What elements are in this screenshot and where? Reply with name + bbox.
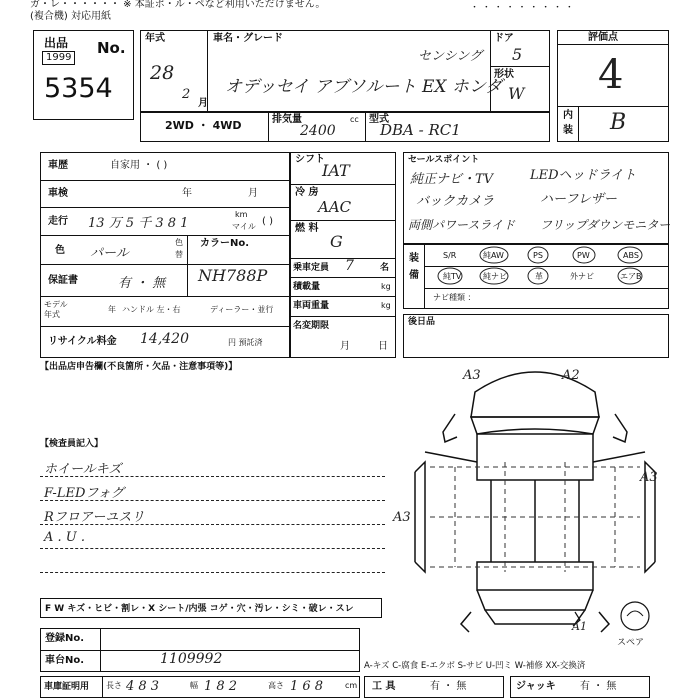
equip-tv: 純TV bbox=[443, 272, 462, 281]
mileage-unit-km: km bbox=[235, 210, 248, 219]
ac-value: AAC bbox=[318, 198, 352, 216]
selling-point-4: ハーフレザー bbox=[540, 192, 617, 207]
inspection-label: 車検 bbox=[48, 188, 68, 199]
ac-label: 冷 房 bbox=[295, 187, 319, 198]
mark-a3-front-left: A3 bbox=[463, 368, 481, 383]
month-suffix: 月 bbox=[198, 98, 208, 109]
grade-value: センシング bbox=[418, 49, 483, 64]
no-label: No. bbox=[97, 39, 126, 57]
score-value: 4 bbox=[598, 52, 624, 98]
fw-row-text: F W キズ・ヒビ・割レ・X シート/内張 コゲ・穴・汚レ・シミ・破レ・スレ bbox=[45, 604, 354, 614]
displacement-unit: cc bbox=[350, 115, 359, 124]
header-code: ・ ・ ・ ・ ・ ・ ・ ・ ・ bbox=[470, 3, 574, 13]
length-value: 4 8 3 bbox=[126, 679, 160, 694]
displacement-value: 2400 bbox=[300, 123, 336, 139]
exhibitor-notes-label: 【出品店申告欄(不良箇所・欠品・注意事項等)】 bbox=[40, 362, 238, 372]
shift-value: IAT bbox=[322, 161, 350, 180]
warranty-label: 保証書 bbox=[48, 275, 78, 286]
capacity-value: 7 bbox=[345, 258, 354, 274]
recycle-value: 14,420 bbox=[140, 331, 189, 347]
car-name: オデッセイ アブソルート EX ホンダ bbox=[225, 77, 503, 97]
equip-ext-navi: 外ナビ bbox=[570, 272, 594, 281]
inspector-label: 【検査員記入】 bbox=[40, 439, 104, 449]
drive-options: 2WD ・ 4WD bbox=[165, 119, 242, 132]
width-value: 1 8 2 bbox=[204, 679, 238, 694]
colorno-label: カラーNo. bbox=[200, 238, 250, 249]
model-year-label-2: 年式 bbox=[44, 310, 60, 319]
year-label: 年式 bbox=[145, 33, 165, 44]
year-value: 28 bbox=[150, 62, 175, 84]
tools-value: 有 ・ 無 bbox=[430, 681, 467, 692]
fuel-label: 燃 料 bbox=[295, 223, 319, 234]
selling-points-label: セールスポイント bbox=[408, 155, 480, 165]
color-label: 色 bbox=[55, 245, 65, 256]
colorno-value: NH788P bbox=[198, 266, 268, 285]
weight-unit: kg bbox=[381, 301, 391, 310]
type-label: 型式 bbox=[369, 114, 389, 125]
tools-label: 工 具 bbox=[372, 681, 396, 692]
equipment-circles bbox=[424, 244, 669, 294]
jack-label: ジャッキ bbox=[516, 681, 556, 692]
fuel-value: G bbox=[330, 232, 343, 251]
header-subtitle: (複合機) 対応用紙 bbox=[30, 11, 111, 22]
dimensions-label: 車庫証明用 bbox=[44, 682, 90, 692]
car-damage-diagram bbox=[395, 362, 685, 652]
registration-label: 登録No. bbox=[45, 633, 85, 644]
height-value: 1 6 8 bbox=[290, 679, 324, 694]
load-unit: kg bbox=[381, 282, 391, 291]
equip-aw: 純AW bbox=[483, 251, 504, 260]
header-notice: ガ・レ・・・・・・ ※ 本証ボ・ル・ペなど利用いただけません。 bbox=[30, 0, 326, 10]
selling-point-5: 両側パワースライド bbox=[408, 218, 516, 232]
selling-point-2: LEDヘッドライト bbox=[530, 168, 637, 183]
inspection-year: 年 bbox=[182, 188, 192, 199]
dealer-option: ディーラー・並行 bbox=[210, 305, 274, 314]
inspection-month: 月 bbox=[248, 188, 258, 199]
chassis-label: 車台No. bbox=[45, 655, 85, 666]
month-value: 2 bbox=[182, 87, 191, 102]
dimensions-unit: cm bbox=[345, 681, 358, 690]
interior-label-1: 内 bbox=[563, 110, 573, 121]
equip-pw: PW bbox=[577, 251, 590, 260]
width-label: 幅 bbox=[190, 681, 198, 690]
shape-value: W bbox=[508, 84, 525, 103]
inspector-note-2: F-LEDフォグ bbox=[44, 486, 124, 501]
equip-ps: PS bbox=[533, 251, 543, 260]
equip-airbag: エアB bbox=[620, 272, 642, 281]
color-value: パール bbox=[90, 246, 129, 261]
doors-value: 5 bbox=[512, 45, 523, 64]
damage-legend: A-キズ C-腐食 E-エクボ S-サビ U-凹ミ W-補修 XX-交換済 bbox=[364, 661, 586, 671]
interior-value: B bbox=[610, 110, 627, 135]
weight-label: 車両重量 bbox=[293, 301, 330, 311]
recycle-suffix: 円 預託済 bbox=[228, 338, 263, 347]
handle-option: ハンドル 左・右 bbox=[122, 305, 181, 314]
regchange-month: 月 bbox=[340, 341, 350, 352]
length-label: 長さ bbox=[106, 681, 122, 690]
jack-value: 有 ・ 無 bbox=[580, 681, 617, 692]
navi-type-label: ナビ種類 ： bbox=[433, 293, 476, 302]
shift-label: シフト bbox=[295, 154, 325, 165]
color-change-2: 替 bbox=[175, 250, 183, 259]
equipment-label-1: 装 bbox=[409, 253, 419, 264]
history-value: 自家用 ・ ( ) bbox=[110, 160, 168, 171]
inspector-note-1: ホイールキズ bbox=[44, 462, 122, 477]
capacity-unit: 名 bbox=[380, 263, 390, 273]
name-label: 車名・グレード bbox=[213, 33, 283, 44]
inspector-note-4: A . U . bbox=[44, 530, 86, 545]
score-label: 評価点 bbox=[588, 32, 618, 43]
exhibit-label: 出品 bbox=[44, 36, 69, 50]
mark-a2-front-right: A2 bbox=[562, 368, 580, 383]
interior-label-2: 装 bbox=[563, 125, 573, 136]
selling-point-6: フリップダウンモニター bbox=[540, 218, 671, 232]
capacity-label: 乗車定員 bbox=[293, 263, 330, 273]
equip-leather: 革 bbox=[535, 272, 543, 281]
mileage-value: 13 万 5 千 3 8 1 bbox=[88, 216, 189, 231]
history-label: 車歴 bbox=[48, 160, 68, 171]
chassis-value: 1109992 bbox=[160, 651, 223, 667]
doors-label: ドア bbox=[494, 33, 514, 44]
shape-label: 形状 bbox=[494, 69, 514, 80]
load-label: 積載量 bbox=[293, 282, 321, 292]
equip-sr: S/R bbox=[443, 251, 457, 260]
type-value: DBA - RC1 bbox=[380, 121, 461, 139]
regchange-label: 名変期限 bbox=[293, 321, 330, 331]
displacement-label: 排気量 bbox=[272, 114, 302, 125]
equipment-label-2: 備 bbox=[409, 270, 419, 281]
after-install-box bbox=[403, 314, 669, 358]
lot-number: 5354 bbox=[44, 73, 113, 104]
mark-a3-right: A3 bbox=[640, 470, 658, 485]
equip-navi: 純ナビ bbox=[483, 272, 507, 281]
model-year-label-1: モデル bbox=[44, 300, 68, 309]
color-change-1: 色 bbox=[175, 238, 183, 247]
selling-point-1: 純正ナビ・TV bbox=[410, 172, 494, 187]
recycle-label: リサイクル料金 bbox=[48, 336, 117, 347]
spare-label: スペア bbox=[617, 638, 645, 648]
inspector-note-3: Rフロアーユスリ bbox=[44, 510, 145, 525]
mark-a1-rear: A1 bbox=[572, 620, 587, 633]
regchange-day: 日 bbox=[378, 341, 388, 352]
warranty-value: 有 ・ 無 bbox=[118, 276, 166, 291]
details-box bbox=[40, 152, 290, 358]
after-install-label: 後日品 bbox=[408, 317, 436, 327]
equip-abs: ABS bbox=[623, 251, 639, 260]
year-stamp: 1999 bbox=[42, 51, 75, 65]
mileage-label: 走行 bbox=[48, 216, 68, 227]
model-year-suffix: 年 bbox=[108, 305, 116, 314]
mileage-unit-mile: マイル bbox=[232, 222, 256, 231]
selling-point-3: バックカメラ bbox=[416, 194, 495, 209]
mark-a3-left: A3 bbox=[393, 510, 411, 525]
height-label: 高さ bbox=[268, 681, 284, 690]
